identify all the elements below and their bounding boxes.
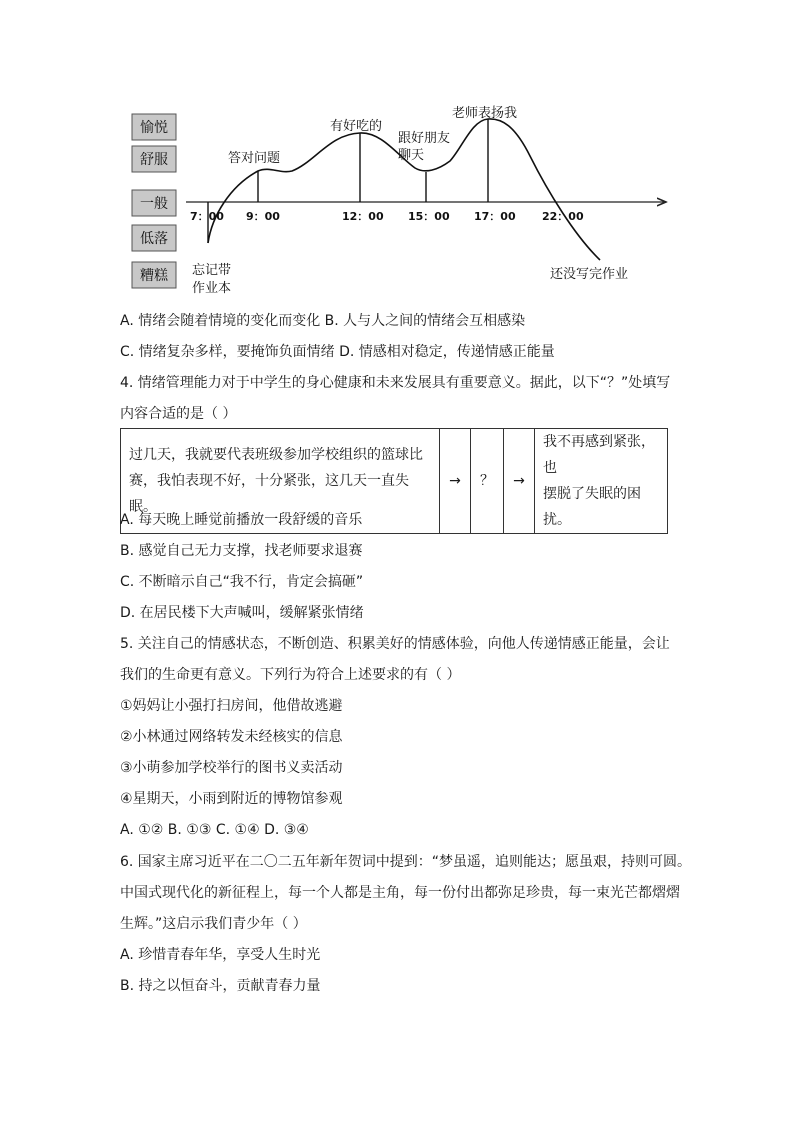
q6-option-b: B. 持之以恒奋斗，贡献青春力量 bbox=[120, 978, 321, 994]
q5-stem-line1: 5. 关注自己的情感状态，不断创造、积累美好的情感体验，向他人传递情感正能量，会让 bbox=[120, 636, 670, 652]
svg-text:一般: 一般 bbox=[140, 196, 168, 212]
tick-9: 9：00 bbox=[246, 210, 280, 223]
q4-option-d: D. 在居民楼下大声喊叫，缓解紧张情绪 bbox=[120, 605, 364, 621]
q6-stem-line1: 6. 国家主席习近平在二〇二五年新年贺词中提到：“梦虽遥，追则能达；愿虽艰，持则可圆。 bbox=[120, 854, 692, 870]
unknown-step-cell: ？ bbox=[471, 429, 504, 534]
scale-label-shufu bbox=[132, 146, 176, 172]
mood-curve-figure bbox=[120, 96, 680, 306]
q5-options: A. ①② B. ①③ C. ①④ D. ③④ bbox=[120, 822, 309, 838]
tick-22: 22：00 bbox=[542, 210, 584, 223]
q5-item-3: ③小萌参加学校举行的图书义卖活动 bbox=[120, 760, 343, 776]
q5-item-4: ④星期天，小雨到附近的博物馆参观 bbox=[120, 791, 343, 807]
q4-stem-line2: 内容合适的是（ ） bbox=[120, 406, 237, 422]
q4-option-a: A. 每天晚上睡觉前播放一段舒缓的音乐 bbox=[120, 512, 363, 528]
event-forgot-line1: 忘记带 bbox=[192, 263, 232, 278]
svg-text:舒服: 舒服 bbox=[140, 152, 168, 168]
event-forgot-line2: 作业本 bbox=[192, 281, 232, 296]
q6-stem-line2: 中国式现代化的新征程上，每一个人都是主角，每一份付出都弥足珍贵，每一束光芒都熠熠 bbox=[120, 885, 680, 901]
q5-item-1: ①妈妈让小强打扫房间，他借故逃避 bbox=[120, 698, 343, 714]
q3-options-line2: C. 情绪复杂多样，要掩饰负面情绪 D. 情感相对稳定，传递情感正能量 bbox=[120, 344, 555, 360]
scenario-after-cell bbox=[535, 429, 668, 534]
scale-label-diluo bbox=[132, 225, 176, 251]
q6-option-a: A. 珍惜青春年华，享受人生时光 bbox=[120, 947, 321, 963]
scenario-after-line1: 我不再感到紧张，也 bbox=[543, 434, 655, 476]
q3-options-line1: A. 情绪会随着情境的变化而变化 B. 人与人之间的情绪会互相感染 bbox=[120, 313, 526, 329]
tick-12: 12：00 bbox=[342, 210, 384, 223]
tick-15: 15：00 bbox=[408, 210, 450, 223]
mood-curve-svg bbox=[120, 96, 680, 306]
svg-text:愉悦: 愉悦 bbox=[140, 120, 168, 136]
scenario-after-line2: 摆脱了失眠的困扰。 bbox=[543, 486, 641, 528]
arrow-right-icon: → bbox=[504, 429, 535, 534]
event-food: 有好吃的 bbox=[330, 119, 383, 134]
tick-7: 7：00 bbox=[190, 210, 224, 223]
q5-stem-line2: 我们的生命更有意义。下列行为符合上述要求的有（ ） bbox=[120, 667, 461, 683]
arrow-right-icon: → bbox=[440, 429, 471, 534]
q5-item-2: ②小林通过网络转发未经核实的信息 bbox=[120, 729, 343, 745]
q6-stem-line3: 生辉。”这启示我们青少年（ ） bbox=[120, 916, 307, 932]
tick-17: 17：00 bbox=[474, 210, 516, 223]
event-praise: 老师表扬我 bbox=[452, 106, 518, 121]
scale-label-yuyue bbox=[132, 114, 176, 140]
event-answer: 答对问题 bbox=[228, 151, 281, 166]
q4-option-c: C. 不断暗示自己“我不行，肯定会搞砸” bbox=[120, 574, 364, 590]
scenario-before-line2: 赛，我怕表现不好，十分紧张，这几天一直失眠。 bbox=[129, 473, 409, 515]
svg-text:糟糕: 糟糕 bbox=[140, 268, 168, 284]
q4-stem-line1: 4. 情绪管理能力对于中学生的身心健康和未来发展具有重要意义。据此，以下“？”处填写 bbox=[120, 375, 671, 391]
event-friends-line2: 聊天 bbox=[398, 148, 425, 163]
event-homework: 还没写完作业 bbox=[550, 267, 629, 282]
svg-text:低落: 低落 bbox=[140, 231, 168, 247]
scale-label-yiban bbox=[132, 190, 176, 216]
event-friends-line1: 跟好朋友 bbox=[398, 131, 451, 146]
scale-label-zaogao bbox=[132, 262, 176, 288]
scenario-before-line1: 过几天，我就要代表班级参加学校组织的篮球比 bbox=[129, 447, 423, 463]
q4-option-b: B. 感觉自己无力支撑，找老师要求退赛 bbox=[120, 543, 363, 559]
